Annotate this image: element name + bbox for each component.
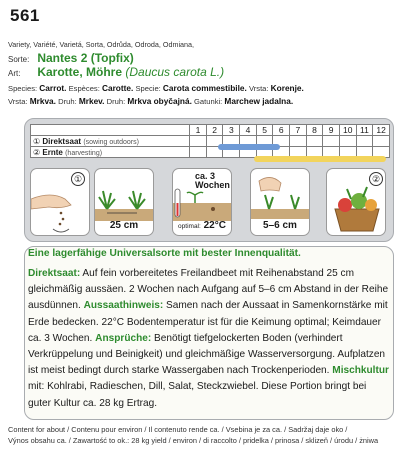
latin-name: (Daucus carota L.) <box>125 65 225 79</box>
schedule-table <box>30 124 390 158</box>
month-cell: 10 <box>339 125 356 136</box>
keyword-ansprueche: Ansprüche: <box>95 332 152 344</box>
art-label: Art: <box>8 69 21 78</box>
species-translations-1 <box>8 83 304 93</box>
month-cell: 5 <box>256 125 273 136</box>
month-cell: 6 <box>273 125 290 136</box>
harvest-label-cell <box>31 147 190 158</box>
keyword-aussaathinweis: Aussaathinweis: <box>83 300 164 312</box>
vrsta-value-hr: Mrkva. <box>29 96 56 106</box>
keyword-mischkultur: Mischkultur <box>332 365 389 377</box>
month-cell: 7 <box>290 125 307 136</box>
harvest-sub: (harvesting) <box>65 149 103 157</box>
month-cell: 3 <box>223 125 240 136</box>
vrsta-label-hr: Vrsta: <box>8 97 28 106</box>
variety-row <box>8 51 134 65</box>
schedule-month-row <box>31 125 390 136</box>
text-direktsaat: Auf fein vorbereitetes Freilandbeet mit Reihenabstand 25 cm gleichmäßig aussäen. 2 Wochen nach Aufgang auf 5–6 cm Abstand in der Reihe ausdünnen. <box>28 268 389 312</box>
text-aussaathinweis: Samen nach der Aussaat in Samenkornstärke mit Erde bedecken. 22°C Bodentemperatur ist für die Keimung optimal; Keimdauer ca. 3 Wochen. <box>28 300 388 344</box>
sowing-marker: ① <box>33 136 41 146</box>
druh-label-cz: Druh: <box>58 97 77 106</box>
druh-value-cz: Mrkev. <box>78 96 105 106</box>
sorte-label: Sorte: <box>8 55 30 64</box>
tile-row-spacing <box>94 168 154 236</box>
description-headline: Eine lagerfähige Universalsorte mit bester Innenqualität. <box>28 248 301 259</box>
especes-label: Espèces: <box>68 84 100 93</box>
species-row <box>8 65 224 79</box>
tile-sowing <box>30 168 90 236</box>
specie-label: Specie: <box>135 84 161 93</box>
product-number: 561 <box>10 6 40 25</box>
month-cell: 9 <box>323 125 340 136</box>
month-cell: 4 <box>240 125 257 136</box>
specie-value: Carota commestibile. <box>162 83 247 93</box>
thinning-distance-label: 5–6 cm <box>263 220 297 231</box>
variety-name: Nantes 2 (Topfix) <box>37 51 134 65</box>
tile-germination <box>172 168 232 236</box>
vrsta-label-sl: Vrsta: <box>248 84 269 93</box>
gatunek-label: Gatunki: <box>194 97 223 106</box>
tile-harvest <box>326 168 386 236</box>
month-cell: 2 <box>206 125 223 136</box>
text-mischkultur: mit: Kohlrabi, Radieschen, Dill, Salat, Steckzwiebel. Diese Portion bringt bei guter Kultur ca. 28 kg Ertrag. <box>28 381 367 409</box>
sowing-label: Direktsaat <box>42 136 82 146</box>
month-cell: 12 <box>373 125 390 136</box>
keyword-direktsaat: Direktsaat: <box>28 268 81 279</box>
description-body <box>28 266 392 412</box>
schedule-row-sowing <box>31 136 390 147</box>
species-translations-2 <box>8 96 293 106</box>
month-cell: 11 <box>356 125 373 136</box>
sowing-label-cell <box>31 136 190 147</box>
especes-value: Carotte. <box>101 83 134 93</box>
text-ansprueche: Benötigt tiefgelockerten Boden (verhindert Verkrüppelung und Beinigkeit) und gleichmäßige Wasserversorgung. Aufplatzen ist meist bedingt durch starke Wassergaben nach Trockenperioden. <box>28 332 386 377</box>
variety-languages: Variety, Variété, Varietá, Sorta, Odrůda, Odroda, Odmiana, <box>8 40 195 49</box>
species-label: Species: <box>8 84 38 93</box>
month-cell: 8 <box>306 125 323 136</box>
sowing-period-bar <box>218 144 280 150</box>
harvest-marker: ② <box>33 147 41 157</box>
gatunek-value: Marchew jadalna. <box>224 96 294 106</box>
month-cell: 1 <box>190 125 207 136</box>
vrsta-value-sl: Korenje. <box>270 83 304 93</box>
tile-thinning <box>250 168 310 236</box>
row-spacing-label: 25 cm <box>109 220 139 231</box>
optimal-label: optimal: <box>178 223 201 230</box>
optimal-temp-value: 22°C <box>203 220 226 231</box>
germination-duration-1: ca. 3 <box>195 171 216 181</box>
species-name: Karotte, Möhre <box>37 65 123 79</box>
content-line-1: Content for about / Contenu pour environ / Il contenuto rende ca. / Vsebina je za ca. / Sadržaj daje oko / <box>8 425 348 434</box>
germination-duration <box>195 172 230 190</box>
schedule-corner <box>31 125 190 136</box>
druh-label-sk: Druh: <box>106 97 126 106</box>
germination-duration-2: Wochen <box>195 180 230 190</box>
harvest-label: Ernte <box>42 147 63 157</box>
content-line-2: Výnos obsahu ca. / Zawartość to ok.: 28 kg yield / environ / di raccolto / pridelka / prinosa / sklizeň / úrodu / żniwa <box>8 436 379 445</box>
druh-value-sk: Mrkva obyčajná. <box>127 96 192 106</box>
tile-step-2-marker: ② <box>369 172 383 186</box>
tile-step-1-marker: ① <box>71 172 85 186</box>
species-value: Carrot. <box>39 83 67 93</box>
harvest-period-bar <box>254 156 386 162</box>
optimal-temp <box>173 220 231 231</box>
sowing-sub: (sowing outdoors) <box>83 138 139 146</box>
